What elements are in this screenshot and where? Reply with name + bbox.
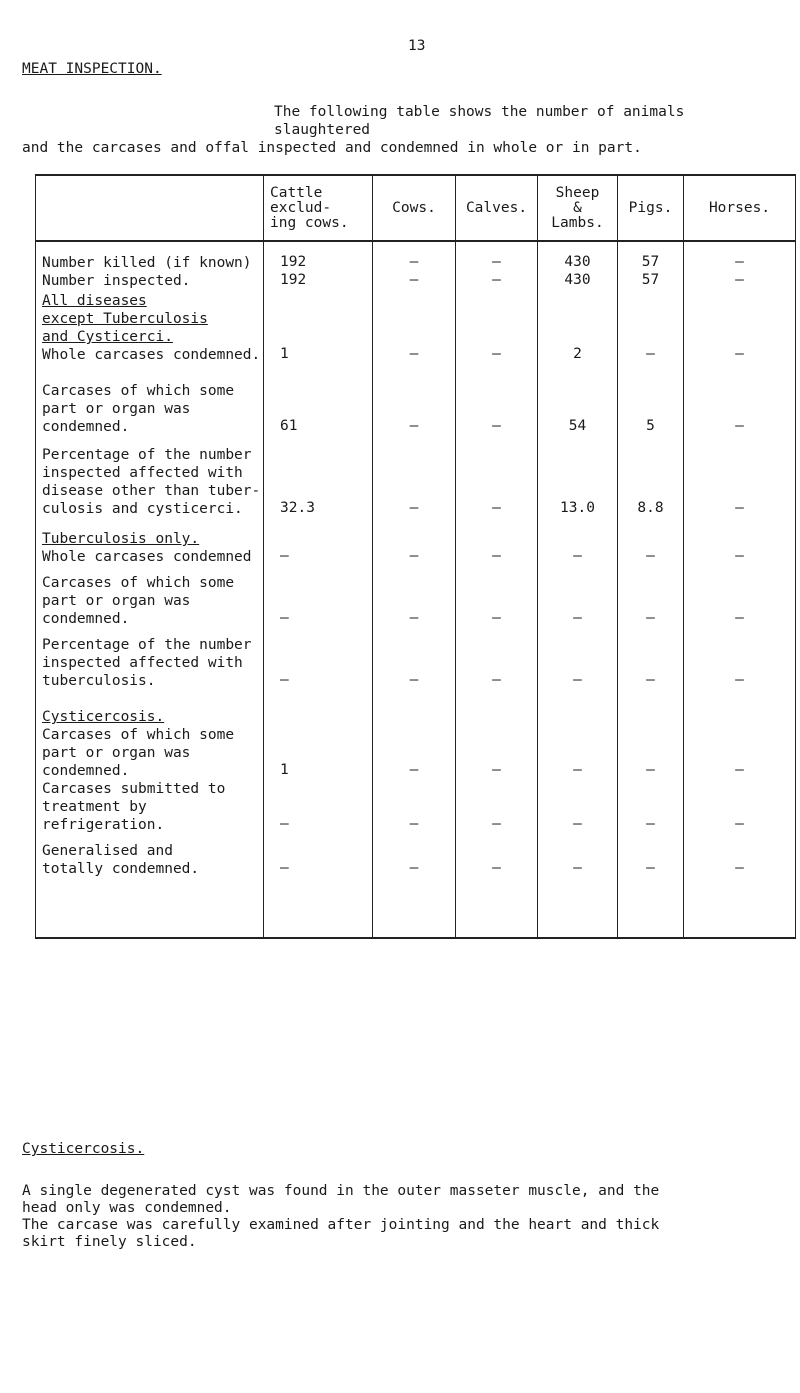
cell-calves: –: [456, 241, 538, 272]
row-label-cell: [36, 241, 264, 272]
cell-cattle: –: [264, 574, 373, 636]
page-number: 13: [408, 38, 426, 54]
table-body: [36, 241, 796, 938]
notes-title: Cysticercosis.: [22, 1141, 145, 1157]
cell-pigs: 57: [618, 272, 684, 292]
cell-pigs: 5: [618, 382, 684, 446]
cell-calves: –: [456, 842, 538, 938]
section-heading: All diseases except Tuberculosis and Cysticerci.: [42, 293, 208, 345]
cell-horses: –: [684, 780, 796, 842]
column-header-cattle: Cattle exclud- ing cows.: [264, 175, 373, 241]
cell-pigs: –: [618, 574, 684, 636]
table-row: [36, 708, 796, 780]
table-row: [36, 241, 796, 272]
cell-cattle: 192: [264, 272, 373, 292]
notes-line-2: head only was condemned.: [22, 1200, 232, 1216]
cell-horses: –: [684, 382, 796, 446]
header-row: [36, 175, 796, 241]
cell-cows: –: [373, 241, 456, 272]
cell-calves: –: [456, 780, 538, 842]
cell-cattle: 1: [264, 292, 373, 382]
table-header: [36, 175, 796, 241]
cell-pigs: –: [618, 708, 684, 780]
cell-pigs: –: [618, 292, 684, 382]
cell-sheep: 430: [538, 272, 618, 292]
section-heading: Cysticercosis.: [42, 709, 165, 725]
intro-paragraph: [22, 103, 782, 157]
column-header-cows: Cows.: [373, 175, 456, 241]
cell-sheep: –: [538, 708, 618, 780]
cell-cattle: 192: [264, 241, 373, 272]
cell-sheep: –: [538, 636, 618, 708]
column-header-calves: Calves.: [456, 175, 538, 241]
row-label-cell: [36, 636, 264, 708]
row-label: Generalised and totally condemned.: [42, 843, 200, 877]
row-label: Carcases of which some part or organ was condemned.: [42, 727, 235, 779]
row-label: Percentage of the number inspected affected with disease other than tuber- culosis and cysticerci.: [42, 447, 261, 517]
section-heading: Tuberculosis only.: [42, 531, 200, 547]
inspection-table: [35, 174, 796, 939]
cell-cattle: 1: [264, 708, 373, 780]
table-row: [36, 382, 796, 446]
cell-sheep: –: [538, 574, 618, 636]
cell-calves: –: [456, 708, 538, 780]
header-label-cell: [36, 175, 264, 241]
notes-line-1: A single degenerated cyst was found in the outer masseter muscle, and the: [22, 1183, 660, 1199]
cell-calves: –: [456, 272, 538, 292]
table-row: [36, 292, 796, 382]
table-row: [36, 530, 796, 574]
cell-horses: –: [684, 842, 796, 938]
row-label: Whole carcases condemned.: [42, 347, 261, 363]
cell-sheep: 430: [538, 241, 618, 272]
cell-calves: –: [456, 530, 538, 574]
row-label: Carcases submitted to treatment by refrigeration.: [42, 781, 226, 833]
cell-sheep: 2: [538, 292, 618, 382]
cell-calves: –: [456, 292, 538, 382]
cell-pigs: –: [618, 780, 684, 842]
cell-horses: –: [684, 530, 796, 574]
cell-cattle: –: [264, 636, 373, 708]
cell-cattle: 61: [264, 382, 373, 446]
cell-cows: –: [373, 574, 456, 636]
row-label-cell: [36, 292, 264, 382]
row-label-cell: [36, 382, 264, 446]
table-row: [36, 446, 796, 530]
cell-sheep: 13.0: [538, 446, 618, 530]
cell-calves: –: [456, 574, 538, 636]
cell-pigs: –: [618, 636, 684, 708]
row-label: Percentage of the number inspected affected with tuberculosis.: [42, 637, 252, 689]
row-label-cell: [36, 842, 264, 938]
row-label-cell: [36, 708, 264, 780]
cell-cows: –: [373, 446, 456, 530]
cell-pigs: 57: [618, 241, 684, 272]
intro-line-1: The following table shows the number of animals slaughtered: [274, 104, 685, 138]
table-row: [36, 574, 796, 636]
cell-horses: –: [684, 708, 796, 780]
cell-cattle: –: [264, 530, 373, 574]
cell-sheep: 54: [538, 382, 618, 446]
cell-calves: –: [456, 446, 538, 530]
cell-sheep: –: [538, 780, 618, 842]
notes-paragraph: [22, 1183, 792, 1251]
cell-cows: –: [373, 530, 456, 574]
cell-pigs: –: [618, 842, 684, 938]
cell-horses: –: [684, 272, 796, 292]
table-row: [36, 780, 796, 842]
cell-calves: –: [456, 636, 538, 708]
cell-cows: –: [373, 292, 456, 382]
cell-cows: –: [373, 842, 456, 938]
column-header-sheep: Sheep & Lambs.: [538, 175, 618, 241]
cell-horses: –: [684, 446, 796, 530]
row-label-cell: [36, 530, 264, 574]
page-heading: MEAT INSPECTION.: [22, 61, 162, 77]
cell-pigs: –: [618, 530, 684, 574]
cell-horses: –: [684, 574, 796, 636]
cell-pigs: 8.8: [618, 446, 684, 530]
cell-cattle: –: [264, 780, 373, 842]
cell-calves: –: [456, 382, 538, 446]
row-label-cell: [36, 574, 264, 636]
cell-cows: –: [373, 382, 456, 446]
cell-cows: –: [373, 708, 456, 780]
cell-cows: –: [373, 636, 456, 708]
cell-cattle: –: [264, 842, 373, 938]
notes-line-3: The carcase was carefully examined after jointing and the heart and thick: [22, 1217, 660, 1233]
cell-cattle: 32.3: [264, 446, 373, 530]
column-header-pigs: Pigs.: [618, 175, 684, 241]
cell-cows: –: [373, 272, 456, 292]
notes-line-4: skirt finely sliced.: [22, 1234, 197, 1250]
column-header-horses: Horses.: [684, 175, 796, 241]
cell-sheep: –: [538, 530, 618, 574]
row-label: Carcases of which some part or organ was condemned.: [42, 383, 235, 435]
cell-horses: –: [684, 636, 796, 708]
cell-horses: –: [684, 241, 796, 272]
row-label: Whole carcases condemned: [42, 549, 252, 565]
cell-horses: –: [684, 292, 796, 382]
row-label: Number inspected.: [42, 273, 191, 289]
table-row: [36, 272, 796, 292]
row-label: Number killed (if known): [42, 255, 252, 271]
table-row: [36, 842, 796, 938]
table-row: [36, 636, 796, 708]
intro-line-2: and the carcases and offal inspected and condemned in whole or in part.: [22, 140, 642, 156]
cell-cows: –: [373, 780, 456, 842]
cell-sheep: –: [538, 842, 618, 938]
row-label-cell: [36, 446, 264, 530]
row-label-cell: [36, 780, 264, 842]
row-label-cell: [36, 272, 264, 292]
row-label: Carcases of which some part or organ was condemned.: [42, 575, 235, 627]
